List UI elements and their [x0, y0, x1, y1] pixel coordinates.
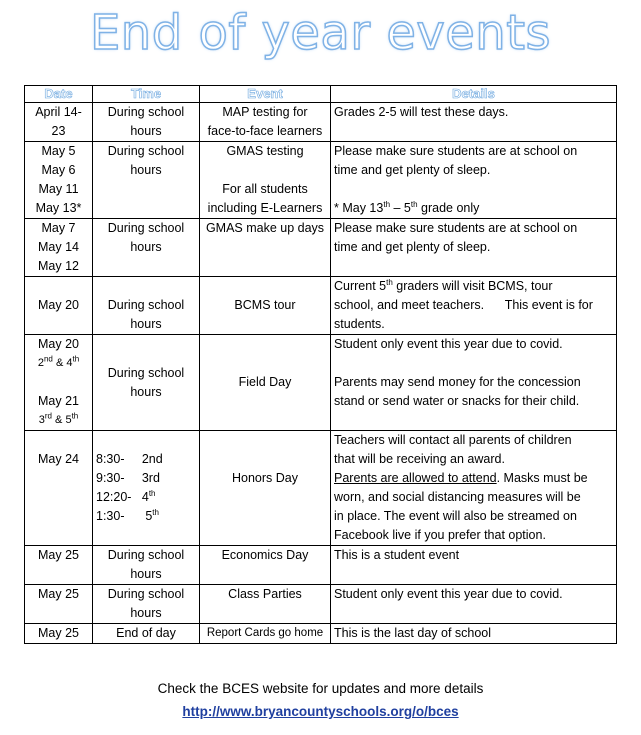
date-line: May 25 — [38, 626, 79, 640]
time-line: 12:20- 4th — [96, 488, 156, 504]
cell-event — [200, 624, 331, 644]
details-line: Facebook live if you prefer that option. — [334, 528, 546, 542]
time-line: During school — [107, 144, 185, 158]
table-row — [25, 585, 617, 624]
date-line: 3rd & 5th — [38, 411, 79, 426]
details-line: Please make sure students are at school on — [334, 221, 578, 235]
spacer — [96, 277, 196, 296]
footer-note: Check the BCES website for updates and more details — [157, 681, 484, 696]
details-line: Grades 2-5 will test these days. — [334, 105, 509, 119]
header-event: Event — [200, 86, 331, 103]
time-line: During school — [107, 105, 185, 119]
event-line: For all students — [222, 182, 308, 196]
details-line — [334, 354, 613, 373]
cell-event — [200, 335, 331, 431]
spacer — [96, 431, 196, 450]
cell-details — [331, 585, 617, 624]
date-line: May 24 — [38, 452, 79, 466]
event-line: Field Day — [238, 375, 292, 389]
table-row — [25, 335, 617, 431]
cell-date — [25, 431, 93, 546]
details-line: Current 5th graders will visit BCMS, tour — [334, 277, 553, 293]
cell-time — [93, 142, 200, 219]
cell-details — [331, 219, 617, 277]
header-date: Date — [25, 86, 93, 103]
time-line: End of day — [116, 626, 176, 640]
date-line: May 21 — [38, 394, 79, 408]
cell-event — [200, 277, 331, 335]
cell-time — [93, 103, 200, 142]
event-line: GMAS make up days — [205, 221, 325, 235]
date-line: May 20 — [38, 298, 79, 312]
event-line: Report Cards go home — [206, 627, 324, 639]
date-line: May 25 — [38, 587, 79, 601]
spacer — [203, 431, 327, 450]
header-row — [25, 86, 617, 103]
details-line: students. — [334, 317, 385, 331]
table-row — [25, 546, 617, 585]
date-line: 2nd & 4th — [37, 354, 80, 369]
cell-event — [200, 103, 331, 142]
table-row — [25, 219, 617, 277]
cell-event — [200, 585, 331, 624]
details-line: Student only event this year due to covid. — [334, 337, 563, 351]
cell-date — [25, 142, 93, 219]
date-line: May 20 — [38, 337, 79, 351]
cell-time — [93, 624, 200, 644]
cell-details — [331, 142, 617, 219]
cell-details — [331, 546, 617, 585]
event-line: Class Parties — [228, 587, 302, 601]
date-line: May 11 — [38, 182, 79, 196]
time-line: During school — [107, 587, 185, 601]
cell-details — [331, 624, 617, 644]
event-line: including E-Learners — [207, 201, 323, 215]
details-line: stand or send water or snacks for their child. — [334, 394, 580, 408]
time-line: hours — [130, 317, 162, 331]
date-line: April 14- — [35, 105, 82, 119]
details-line: * May 13th – 5th grade only — [334, 199, 480, 215]
time-line: During school — [107, 365, 185, 380]
time-line: During school — [107, 298, 185, 312]
table-row — [25, 277, 617, 335]
details-line: in place. The event will also be streamed on — [334, 509, 577, 523]
cell-details — [331, 335, 617, 431]
cell-event — [200, 431, 331, 546]
cell-time — [93, 277, 200, 335]
cell-time — [93, 335, 200, 431]
details-line: Teachers will contact all parents of children — [334, 433, 572, 447]
date-line: May 7 — [41, 221, 76, 235]
spacer — [28, 373, 89, 392]
cell-time — [93, 431, 200, 546]
date-line: 23 — [51, 124, 66, 138]
cell-date — [25, 546, 93, 585]
event-line: face-to-face learners — [207, 124, 323, 138]
time-line: hours — [130, 240, 162, 254]
details-line: time and get plenty of sleep. — [334, 240, 491, 254]
date-line: May 13* — [35, 201, 82, 215]
details-line: Student only event this year due to covid. — [334, 587, 563, 601]
event-line — [203, 161, 327, 180]
table-row — [25, 103, 617, 142]
time-line: hours — [130, 567, 162, 581]
spacer — [203, 450, 327, 469]
time-line: 9:30- 3rd — [96, 471, 160, 485]
cell-date — [25, 219, 93, 277]
cell-time — [93, 219, 200, 277]
header-time: Time — [93, 86, 200, 103]
details-line: This is a student event — [334, 548, 460, 562]
details-line: This is the last day of school — [334, 626, 492, 640]
cell-date — [25, 277, 93, 335]
cell-date — [25, 103, 93, 142]
time-line: hours — [130, 163, 162, 177]
cell-event — [200, 142, 331, 219]
website-link[interactable]: http://www.bryancountyschools.org/o/bces — [182, 704, 459, 719]
event-line: Economics Day — [221, 548, 309, 562]
time-line: hours — [130, 384, 162, 399]
time-line: 8:30- 2nd — [96, 452, 163, 466]
cell-time — [93, 585, 200, 624]
details-line: Parents may send money for the concession — [334, 375, 581, 389]
time-line: During school — [107, 548, 185, 562]
table-row — [25, 142, 617, 219]
date-line: May 12 — [38, 259, 79, 273]
cell-time — [93, 546, 200, 585]
cell-event — [200, 219, 331, 277]
cell-event — [200, 546, 331, 585]
date-line: May 6 — [41, 163, 76, 177]
details-line — [334, 180, 613, 199]
details-line: time and get plenty of sleep. — [334, 163, 491, 177]
spacer — [28, 431, 89, 450]
time-line: hours — [130, 124, 162, 138]
table-row — [25, 624, 617, 644]
event-line: BCMS tour — [234, 298, 296, 312]
details-line: Parents are allowed to attend. Masks must be — [334, 471, 588, 485]
header-details: Details — [331, 86, 617, 103]
page-title: End of year events — [89, 5, 552, 61]
details-line: school, and meet teachers. This event is for — [334, 298, 593, 312]
details-line: worn, and social distancing measures will be — [334, 490, 581, 504]
event-line: MAP testing for — [222, 105, 308, 119]
cell-details — [331, 431, 617, 546]
date-line: May 14 — [38, 240, 79, 254]
cell-details — [331, 277, 617, 335]
date-line: May 5 — [41, 144, 76, 158]
event-line: Honors Day — [232, 471, 298, 485]
cell-date — [25, 335, 93, 431]
details-line: Please make sure students are at school on — [334, 144, 578, 158]
cell-date — [25, 585, 93, 624]
event-line: GMAS testing — [226, 144, 304, 158]
details-line: that will be receiving an award. — [334, 452, 505, 466]
time-line: hours — [130, 606, 162, 620]
table-row — [25, 431, 617, 546]
cell-details — [331, 103, 617, 142]
cell-date — [25, 624, 93, 644]
time-line: 1:30- 5th — [96, 507, 159, 523]
time-line: During school — [107, 221, 185, 235]
events-table — [24, 85, 617, 644]
date-line: May 25 — [38, 548, 79, 562]
